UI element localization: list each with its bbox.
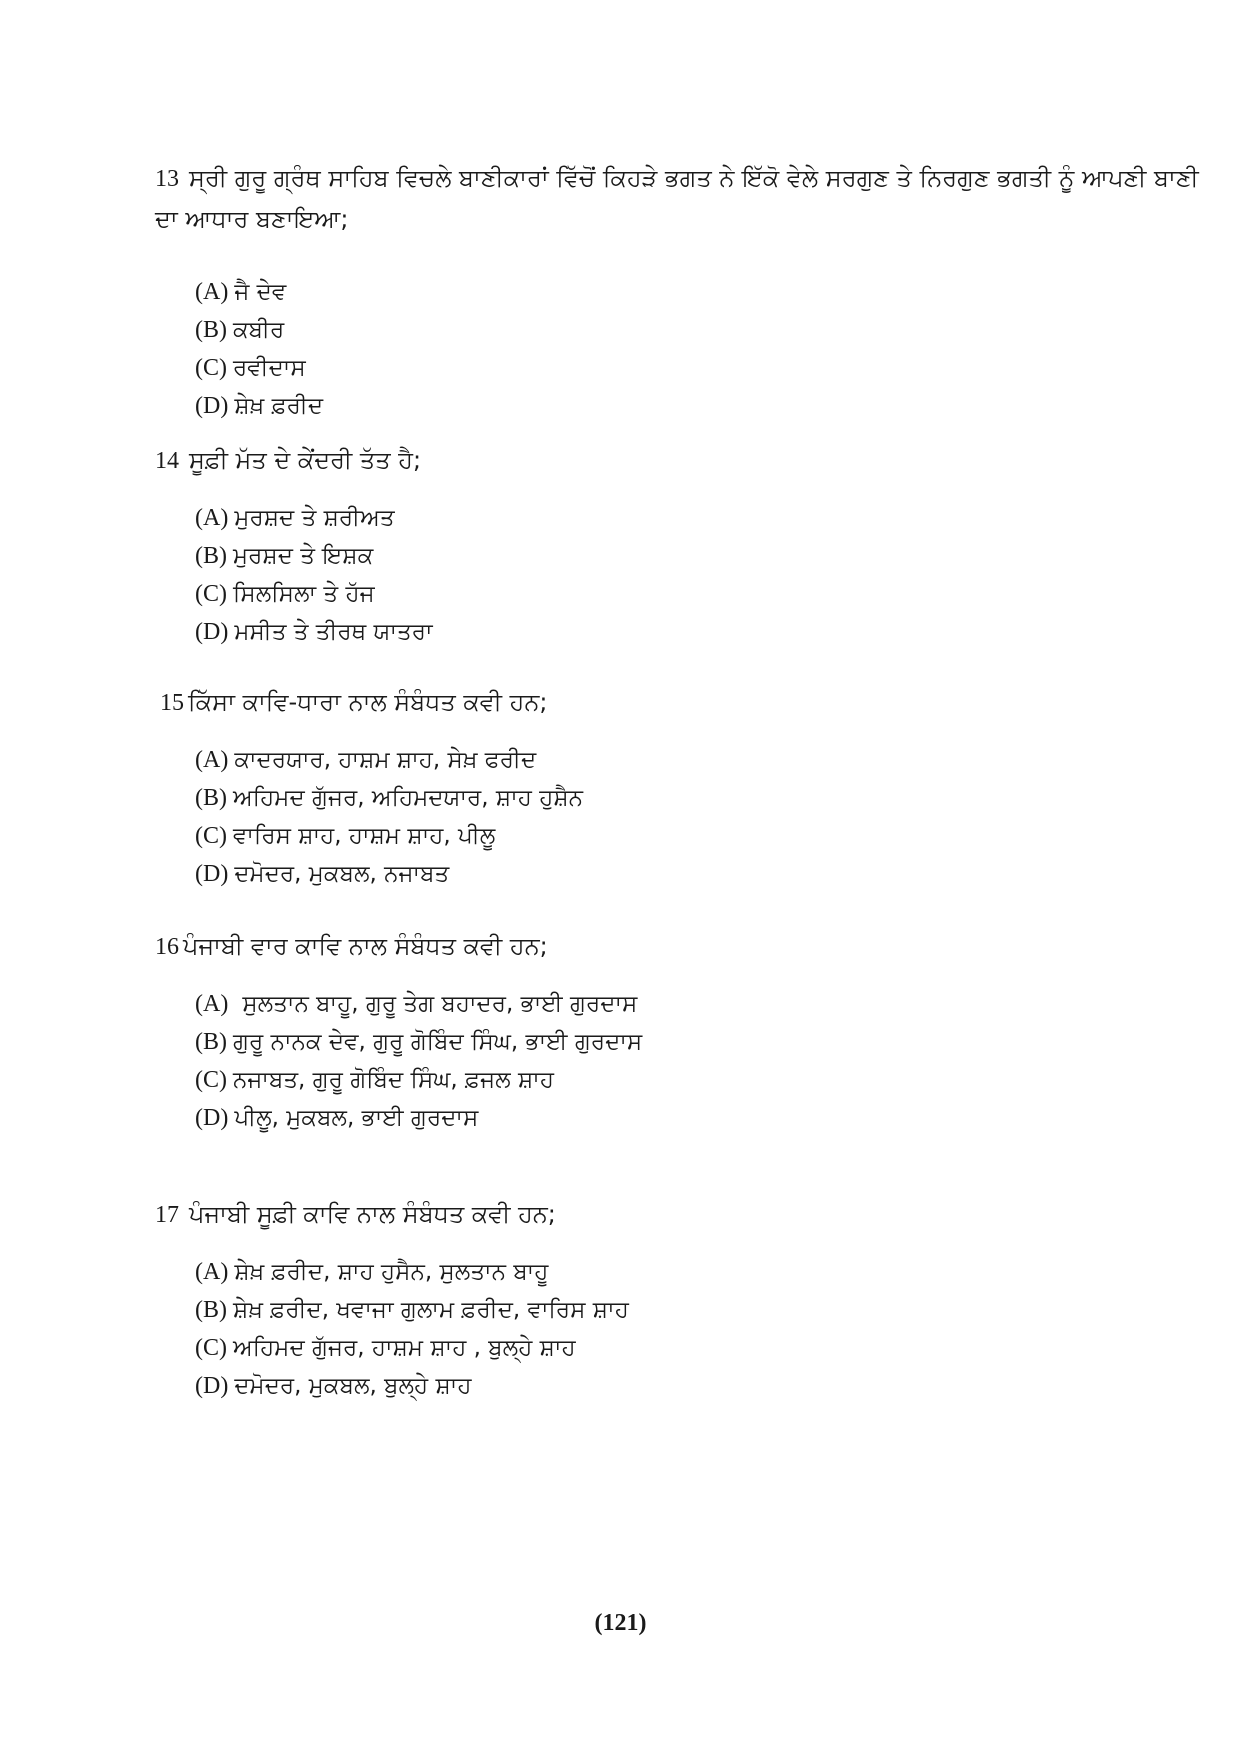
options-list (155, 499, 1205, 651)
option-a (195, 1253, 1205, 1291)
option-letter: (A) (195, 991, 229, 1017)
option-letter: (A) (195, 505, 229, 531)
option-text: ਵਾਰਿਸ ਸ਼ਾਹ, ਹਾਸ਼ਮ ਸ਼ਾਹ, ਪੀਲੂ (233, 823, 496, 849)
option-text: ਅਹਿਮਦ ਗੁੱਜਰ, ਹਾਸ਼ਮ ਸ਼ਾਹ , ਬੁਲ੍ਹੇ ਸ਼ਾਹ (233, 1335, 576, 1361)
question-text: ਕਿੱਸਾ ਕਾਵਿ-ਧਾਰਾ ਨਾਲ ਸੰਬੰਧਤ ਕਵੀ ਹਨ; (188, 688, 548, 716)
question-text: ਪੰਜਾਬੀ ਸੂਫ਼ੀ ਕਾਵਿ ਨਾਲ ਸੰਬੰਧਤ ਕਵੀ ਹਨ; (189, 1200, 556, 1228)
question-17 (155, 1194, 1205, 1405)
options-list (155, 1253, 1205, 1405)
option-c (195, 1329, 1205, 1367)
option-text: ਸ਼ੇਖ਼ ਫ਼ਰੀਦ, ਖਵਾਜਾ ਗੁਲਾਮ ਫ਼ਰੀਦ, ਵਾਰਿਸ ਸ਼ਾਹ (233, 1297, 629, 1323)
option-d (195, 1099, 1205, 1137)
option-letter: (C) (195, 355, 227, 381)
question-stem (155, 158, 1205, 239)
option-letter: (C) (195, 581, 227, 607)
option-d (195, 613, 1205, 651)
option-text: ਅਹਿਮਦ ਗੁੱਜਰ, ਅਹਿਮਦਯਾਰ, ਸ਼ਾਹ ਹੁਸ਼ੈਨ (233, 785, 584, 811)
option-a (195, 499, 1205, 537)
option-c (195, 1061, 1205, 1099)
option-letter: (A) (195, 747, 229, 773)
option-a (195, 741, 1210, 779)
question-number: 16 (155, 934, 179, 960)
option-c (195, 817, 1210, 855)
option-letter: (D) (195, 393, 229, 419)
option-letter: (D) (195, 861, 229, 887)
option-text: ਕਬੀਰ (233, 317, 285, 343)
question-number: 15 (160, 690, 184, 716)
question-stem (155, 926, 1205, 967)
option-b (195, 779, 1210, 817)
option-b (195, 311, 1205, 349)
option-text: ਰਵੀਦਾਸ (233, 355, 306, 381)
options-list (155, 985, 1205, 1137)
option-text: ਦਮੋਦਰ, ਮੁਕਬਲ, ਨਜਾਬਤ (234, 861, 450, 887)
option-letter: (C) (195, 1335, 227, 1361)
question-number: 17 (155, 1202, 179, 1228)
option-text: ਨਜਾਬਤ, ਗੁਰੂ ਗੋਬਿੰਦ ਸਿੰਘ, ਫ਼ਜਲ ਸ਼ਾਹ (233, 1067, 554, 1093)
option-text: ਦਮੋਦਰ, ਮੁਕਬਲ, ਬੁਲ੍ਹੇ ਸ਼ਾਹ (234, 1373, 472, 1399)
question-text: ਸੂਫ਼ੀ ਮੱਤ ਦੇ ਕੇਂਦਰੀ ਤੱਤ ਹੈ; (189, 446, 422, 474)
option-a (195, 985, 1205, 1023)
option-text: ਮੁਰਸ਼ਦ ਤੇ ਸ਼ਰੀਅਤ (234, 505, 395, 531)
option-letter: (D) (195, 1373, 229, 1399)
options-list (160, 741, 1210, 893)
option-letter: (B) (195, 1297, 227, 1323)
option-letter: (B) (195, 317, 227, 343)
question-14 (155, 440, 1205, 651)
option-text: ਮਸੀਤ ਤੇ ਤੀਰਥ ਯਾਤਰਾ (234, 619, 433, 645)
option-b (195, 1291, 1205, 1329)
option-text: ਕਾਦਰਯਾਰ, ਹਾਸ਼ਮ ਸ਼ਾਹ, ਸੇਖ਼ ਫਰੀਦ (234, 747, 537, 773)
option-text: ਸ਼ੇਖ਼ ਫ਼ਰੀਦ (234, 393, 324, 419)
question-stem (155, 1194, 1205, 1235)
option-letter: (A) (195, 279, 229, 305)
option-b (195, 1023, 1205, 1061)
option-letter: (A) (195, 1259, 229, 1285)
option-a (195, 273, 1205, 311)
options-list (155, 273, 1205, 425)
option-c (195, 575, 1205, 613)
question-stem (155, 440, 1205, 481)
question-number: 13 (155, 166, 179, 192)
option-d (195, 855, 1210, 893)
option-text: ਸੁਲਤਾਨ ਬਾਹੂ, ਗੁਰੂ ਤੇਗ ਬਹਾਦਰ, ਭਾਈ ਗੁਰਦਾਸ (242, 991, 638, 1017)
option-letter: (B) (195, 543, 227, 569)
question-text: ਪੰਜਾਬੀ ਵਾਰ ਕਾਵਿ ਨਾਲ ਸੰਬੰਧਤ ਕਵੀ ਹਨ; (183, 932, 548, 960)
option-c (195, 349, 1205, 387)
option-text: ਪੀਲੂ, ਮੁਕਬਲ, ਭਾਈ ਗੁਰਦਾਸ (234, 1105, 479, 1131)
option-d (195, 387, 1205, 425)
question-number: 14 (155, 448, 179, 474)
option-b (195, 537, 1205, 575)
option-d (195, 1367, 1205, 1405)
question-15 (160, 682, 1210, 893)
option-letter: (C) (195, 1067, 227, 1093)
question-13 (155, 158, 1205, 425)
page-number: (121) (594, 1610, 647, 1636)
option-letter: (D) (195, 1105, 229, 1131)
option-letter: (B) (195, 785, 227, 811)
option-text: ਸਿਲਸਿਲਾ ਤੇ ਹੱਜ (233, 581, 375, 607)
option-text: ਜੈ ਦੇਵ (234, 279, 287, 305)
option-text: ਗੁਰੂ ਨਾਨਕ ਦੇਵ, ਗੁਰੂ ਗੋਬਿੰਦ ਸਿੰਘ, ਭਾਈ ਗੁਰਦਾਸ (233, 1029, 643, 1055)
option-letter: (D) (195, 619, 229, 645)
option-text: ਮੁਰਸ਼ਦ ਤੇ ਇਸ਼ਕ (233, 543, 374, 569)
question-stem (160, 682, 1210, 723)
question-16 (155, 926, 1205, 1137)
option-letter: (B) (195, 1029, 227, 1055)
option-letter: (C) (195, 823, 227, 849)
option-text: ਸ਼ੇਖ਼ ਫ਼ਰੀਦ, ਸ਼ਾਹ ਹੁਸੈਨ, ਸੁਲਤਾਨ ਬਾਹੂ (234, 1259, 549, 1285)
question-text: ਸ੍ਰੀ ਗੁਰੂ ਗ੍ਰੰਥ ਸਾਹਿਬ ਵਿਚਲੇ ਬਾਣੀਕਾਰਾਂ ਵਿੱਚੋਂ ਕਿਹੜੇ ਭਗਤ ਨੇ ਇੱਕੋ ਵੇਲੇ ਸਰਗੁਣ ਤੇ ਨਿਰਗੁਣ ਭਗਤੀ ਨੂੰ ਆਪਣੀ ਬਾਣੀ ਦਾ ਆਧਾਰ ਬਣਾਇਆ; (155, 164, 1199, 233)
